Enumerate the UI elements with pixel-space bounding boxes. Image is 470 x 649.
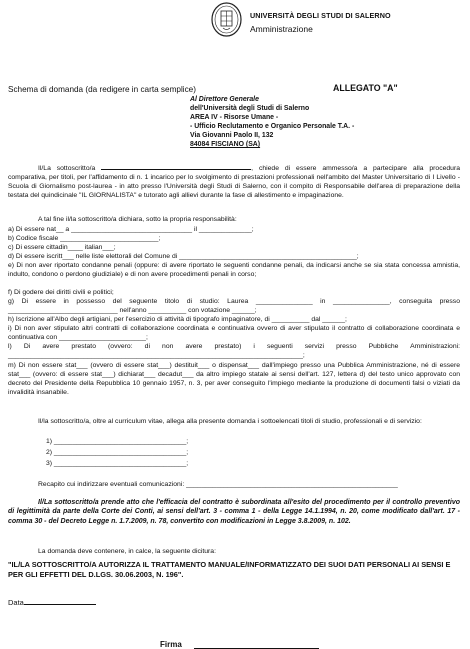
item-h: h) Iscrizione all'Albo degli artigiani, per l'esercizio di attività di tipografo impaginatore, di __________ dal ______; <box>8 316 347 323</box>
address-line-1: Al Direttore Generale <box>190 96 259 103</box>
titles-intro-text: Il/la sottoscritto/a, oltre al curriculum vitae, allega alla presente domanda i sottoelencati titoli di studio, professionali e di servizio: <box>38 418 422 425</box>
office-name: Amministrazione <box>250 24 313 34</box>
item-d: d) Di essere iscritt___ nelle liste elettorali del Comune di _______________________________________________; <box>8 253 359 260</box>
calce-text: La domanda deve contenere, in calce, la seguente dicitura: <box>38 548 216 555</box>
intro-rest: , chiede di essere ammesso/a a partecipare alla procedura comparativa, per titoli, per l'affidamento di n. 1 incarico per lo svolgimento di prestazioni professionali nell'ambito del Master Universitario di I Livello - Scuola di Giornalismo post-laurea - in atto presso l'Università degli Studi di Salerno, con il compito di Responsabile dell'area di preparazione della testata del quindicinale "IL GIORNALISTA" e tutorato agli allievi durante la fase di allestimento e impaginazione. <box>8 165 460 199</box>
address-line-6: 84084 FISCIANO (SA) <box>190 141 261 148</box>
data-blank[interactable] <box>24 597 96 605</box>
title-line-2[interactable]: 2) ___________________________________; <box>46 449 189 456</box>
declare-line <box>8 216 460 225</box>
item-b: b) Codice fiscale __________________________; <box>8 235 161 242</box>
privacy-statement: "IL/LA SOTTOSCRITTO/A AUTORIZZA IL TRATTAMENTO MANUALE/INFORMATIZZATO DEI SUOI DATI PERSONALI AI SENSI E PER GLI EFFETTI DEL D.LGS. 30.06.2003, N. 196". <box>8 560 451 579</box>
item-g: g) Di essere in possesso del seguente titolo di studio: Laurea _______________ in _______________, conseguita presso _____________________________ nell'anno __________ con votazione ______; <box>8 298 460 314</box>
item-e: e) Di non aver riportato condanne penali (oppure: di avere riportato le seguenti condanne penali, da indicarsi anche se sia stata concessa amnistia, indulto, condono o perdono giudiziale) e di non avere procedimenti penali in corso; <box>8 262 460 278</box>
title-line-3[interactable]: 3) ___________________________________; <box>46 460 189 467</box>
calce-line <box>8 548 460 557</box>
address-line-4: - Ufficio Reclutamento e Organico Personale T.A. - <box>190 123 355 130</box>
item-m: m) Di non essere stat___ (ovvero di essere stat___) destituit___ o dispensat___ dall'impiego presso una Pubblica Amministrazione, né di essere stat___ (ovvero: di essere stat___) dichiarat___ decadut___ da altro impiego statale ai sensi dell'art. 127, lettera d) del testo unico approvato con decreto del Presidente della Repubblica 10 gennaio 1957, n. 3, per aver conseguito l'impiego mediante la produzione di documenti falsi o viziati da invalidità insanabile. <box>8 362 460 396</box>
allegato-label: ALLEGATO "A" <box>333 83 398 93</box>
address-line-3: AREA IV - Risorse Umane - <box>190 114 279 121</box>
item-c: c) Di essere cittadin____ italian___; <box>8 244 116 251</box>
university-name: UNIVERSITÀ DEGLI STUDI DI SALERNO <box>250 11 391 20</box>
item-l: l) Di avere prestato (ovvero: di non avere prestato) i seguenti servizi presso Pubbliche Amministrazioni: ______________________________________________________________________________; <box>8 343 460 359</box>
recapito-line[interactable]: Recapito cui indirizzare eventuali comunicazioni: ________________________________________________________ <box>38 481 398 488</box>
schema-title: Schema di domanda (da redigere in carta semplice) <box>8 85 196 94</box>
firma-label: Firma <box>160 640 182 649</box>
declare-text: A tal fine il/la sottoscritto/a dichiara, sotto la propria responsabilità: <box>38 216 237 223</box>
titles-intro <box>8 418 460 427</box>
efficacia-text: Il/La sottoscritto/a prende atto che l'efficacia del contratto è subordinata all'esito del procedimento per il controllo preventivo di legittimità da parte della Corte dei Conti, ai sensi dell'art. 3 - comma 1 - della Legge 14.1.1994, n. 20, come modificato dall'art. 17 - comma 30 - del Decreto Legge n. 1.7.2009, n. 78, convertito con modificazioni in Legge 3.8.2009, n. 102. <box>8 499 460 525</box>
title-line-1[interactable]: 1) ___________________________________; <box>46 438 189 445</box>
item-i: i) Di non aver stipulato altri contratti di collaborazione coordinata e continuativa ovvero di aver stipulato il contratto di collaborazione coordinata e continuativa con _______________________; <box>8 325 460 341</box>
item-f: f) Di godere dei diritti civili e politici; <box>8 289 114 296</box>
address-line-2: dell'Università degli Studi di Salerno <box>190 105 310 112</box>
intro-paragraph <box>8 162 460 201</box>
efficacia-paragraph <box>8 498 460 526</box>
firma-blank[interactable] <box>194 641 319 649</box>
university-seal-icon <box>211 2 242 37</box>
name-blank[interactable] <box>101 162 251 170</box>
intro-start: Il/La sottoscritto/a <box>38 165 96 172</box>
address-line-5: Via Giovanni Paolo II, 132 <box>190 132 274 139</box>
data-field[interactable] <box>8 597 96 608</box>
data-label: Data <box>8 598 24 607</box>
item-a: a) Di essere nat__ a ________________________________ il ______________; <box>8 226 254 233</box>
